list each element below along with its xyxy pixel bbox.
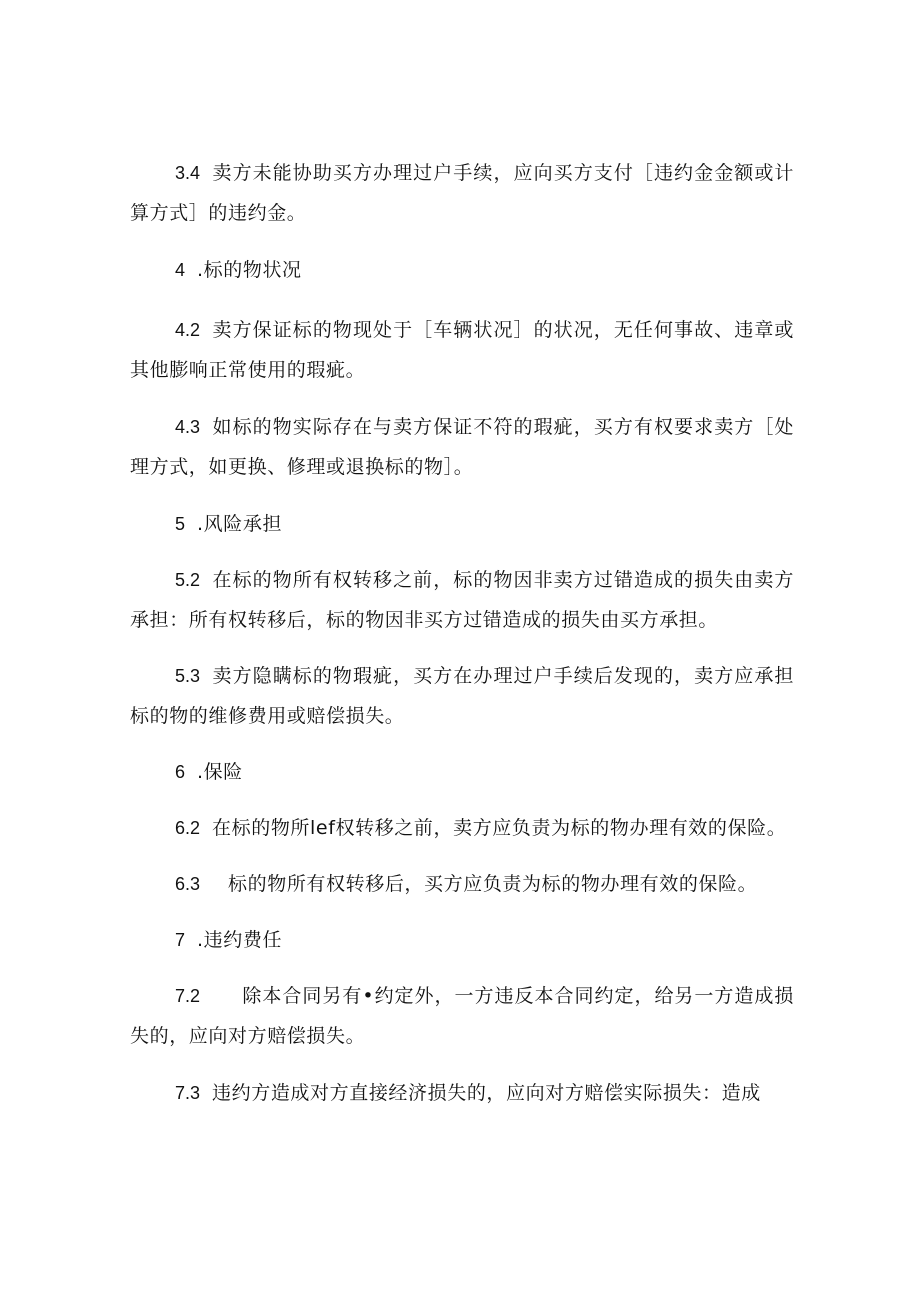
clause-number: 7.3: [175, 1083, 201, 1103]
section-title: .保险: [197, 761, 243, 783]
clause-number: 6.2: [175, 818, 201, 838]
clause-text: 如标的物实际存在与卖方保证不符的瑕疵，买方有权要求卖方［处理方式，如更换、修理或退换标的物］。: [130, 416, 794, 478]
paragraph-6-2: [130, 808, 794, 848]
paragraph-5-2: [130, 560, 794, 640]
section-title: .风险承担: [197, 513, 283, 535]
clause-text: 在标的物所有权转移之前，标的物因非卖方过错造成的损失由卖方承担：所有权转移后，标的物因非买方过错造成的损失由买方承担。: [130, 569, 794, 631]
paragraph-7-3: [130, 1073, 794, 1113]
clause-number: 5.3: [175, 666, 201, 686]
clause-text: 卖方保证标的物现处于［车辆状况］的状况，无任何事故、违章或其他膨响正常使用的瑕疵。: [130, 319, 794, 381]
clause-text: 卖方未能协助买方办理过户手续，应向买方支付［违约金金额或计算方式］的违约金。: [130, 162, 794, 224]
paragraph-4-3: [130, 407, 794, 487]
section-title: .违约费任: [197, 929, 283, 951]
paragraph-4-2: [130, 310, 794, 390]
section-heading-5: [130, 504, 794, 544]
clause-number: 3.4: [175, 163, 201, 183]
clause-text: 违约方造成对方直接经济损失的，应向对方赔偿实际损失：造成: [212, 1082, 761, 1104]
paragraph-5-3: [130, 656, 794, 736]
clause-number: 4.3: [175, 417, 201, 437]
clause-number: 6.3: [175, 874, 201, 894]
section-title: .标的物状况: [197, 259, 302, 281]
paragraph-6-3: [130, 864, 794, 904]
paragraph-3-4: [130, 153, 794, 233]
section-number: 7: [175, 930, 186, 950]
section-number: 6: [175, 762, 186, 782]
paragraph-7-2: [130, 976, 794, 1056]
section-heading-6: [130, 752, 794, 792]
clause-text: 标的物所有权转移后，买方应负责为标的物办理有效的保险。: [228, 873, 758, 895]
section-number: 4: [175, 260, 186, 280]
section-heading-7: [130, 920, 794, 960]
clause-number: 5.2: [175, 570, 201, 590]
clause-text: 除本合同另有•约定外，一方违反本合同约定，给另一方造成损失的，应向对方赔偿损失。: [130, 985, 794, 1047]
clause-text: 在标的物所lef权转移之前，卖方应负责为标的物办理有效的保险。: [212, 817, 787, 839]
clause-text: 卖方隐瞒标的物瑕疵，买方在办理过户手续后发现的，卖方应承担标的物的维修费用或赔偿损失。: [130, 665, 794, 727]
section-heading-4: [130, 250, 794, 290]
clause-number: 4.2: [175, 320, 201, 340]
clause-number: 7.2: [175, 986, 201, 1006]
section-number: 5: [175, 514, 186, 534]
